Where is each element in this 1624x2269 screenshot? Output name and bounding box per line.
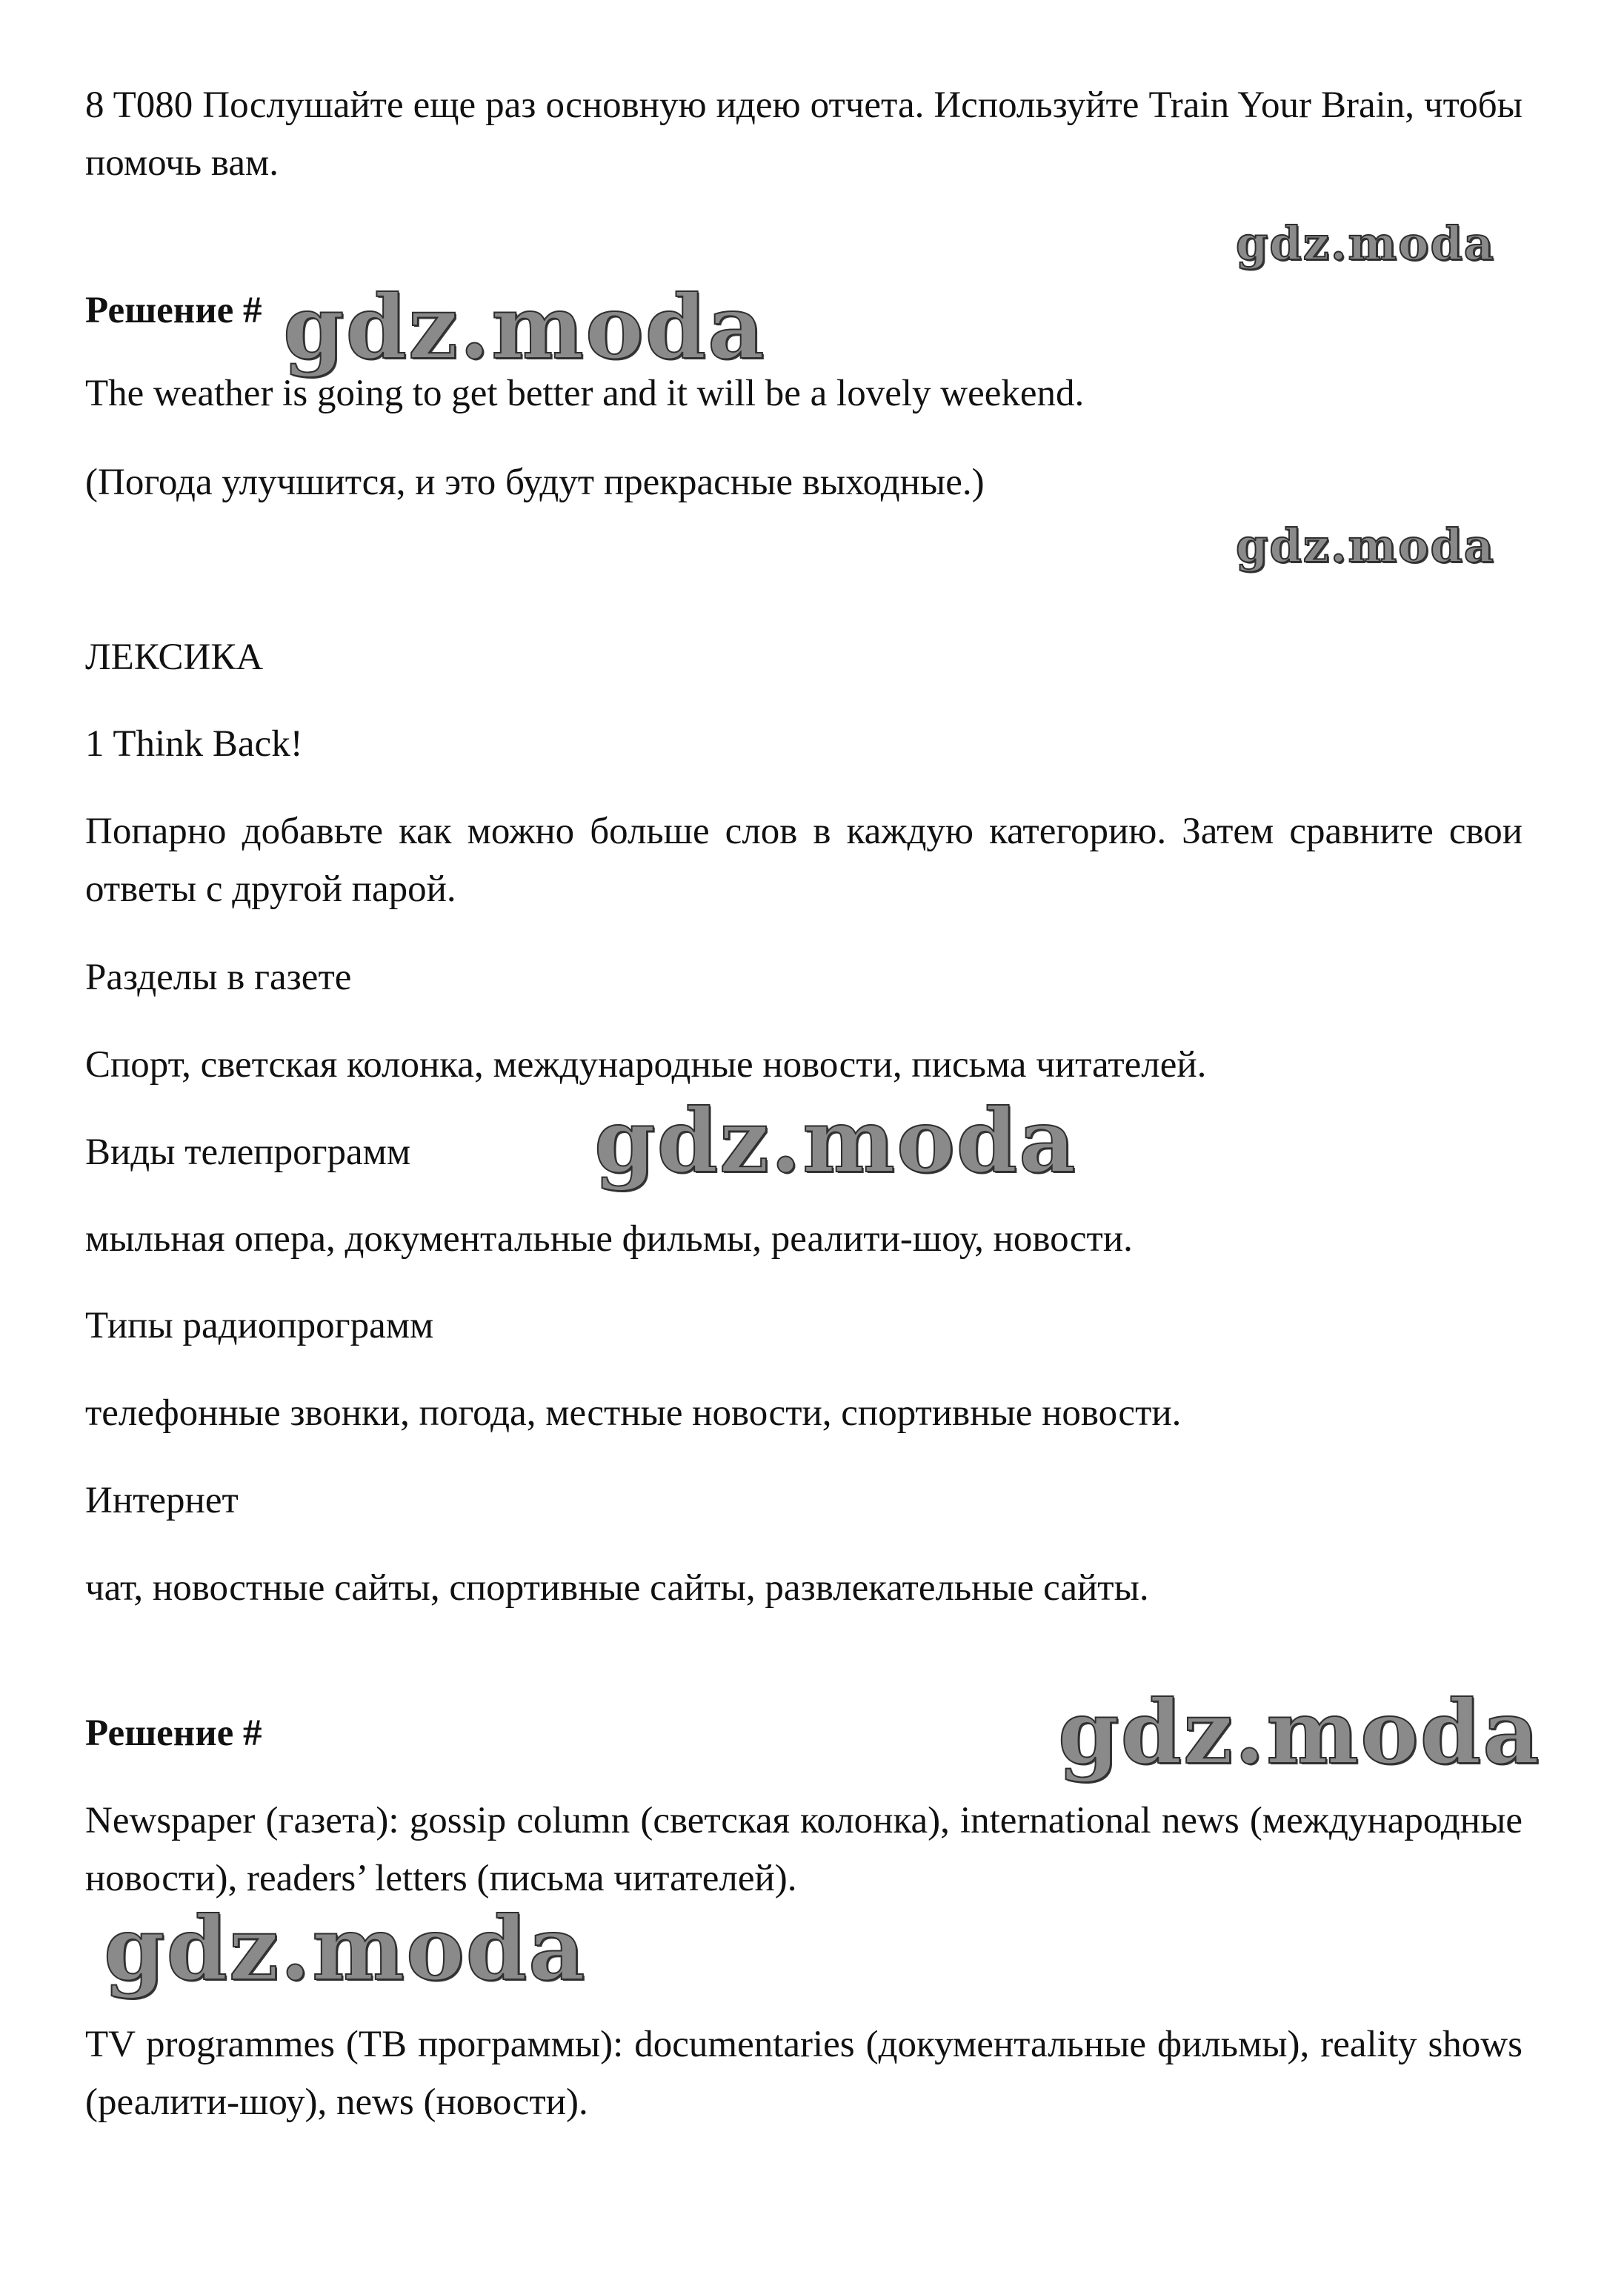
category-items: телефонные звонки, погода, местные новости, спортивные новости. <box>85 1392 1182 1434</box>
watermark-logo: gdz.moda <box>283 276 766 379</box>
category-items: Спорт, светская колонка, международные новости, письма читателей. <box>85 1044 1207 1086</box>
category-name: Виды телепрограмм <box>85 1132 411 1173</box>
solution-2-paragraph: TV programmes (ТВ программы): documentaries (документальные фильмы), reality shows (реалити-шоу), news (новости). <box>85 2024 1522 2123</box>
watermark-logo: gdz.moda <box>1058 1681 1541 1784</box>
watermark-logo: gdz.moda <box>594 1089 1077 1192</box>
watermark-logo: gdz.moda <box>104 1897 587 2000</box>
watermark-logo: gdz.moda <box>1236 519 1495 573</box>
category-items: мыльная опера, документальные фильмы, реалити-шоу, новости. <box>85 1218 1133 1260</box>
category-name: Интернет <box>85 1480 239 1521</box>
task-8-text: 8 T080 Послушайте еще раз основную идею отчета. Используйте Train Your Brain, чтобы помочь вам. <box>85 84 1522 184</box>
category-name: Разделы в газете <box>85 957 352 998</box>
category-name: Типы радиопрограмм <box>85 1305 434 1346</box>
solution-1-russian: (Погода улучшится, и это будут прекрасные выходные.) <box>85 462 985 503</box>
solution-2-label: Решение # <box>85 1712 262 1754</box>
category-items: чат, новостные сайты, спортивные сайты, развлекательные сайты. <box>85 1567 1149 1609</box>
watermark-logo: gdz.moda <box>1236 216 1495 270</box>
solution-2-paragraph: Newspaper (газета): gossip column (светская колонка), international news (международные новости), readers’ letters (письма читателей). <box>85 1800 1522 1899</box>
section-title: ЛЕКСИКА <box>85 637 264 678</box>
task-1-instruction: Попарно добавьте как можно больше слов в каждую категорию. Затем сравните свои ответы с другой парой. <box>85 811 1522 910</box>
task-1-title: 1 Think Back! <box>85 723 303 765</box>
solution-1-english: The weather is going to get better and it will be a lovely weekend. <box>85 373 1085 414</box>
solution-1-label: Решение # <box>85 290 262 331</box>
